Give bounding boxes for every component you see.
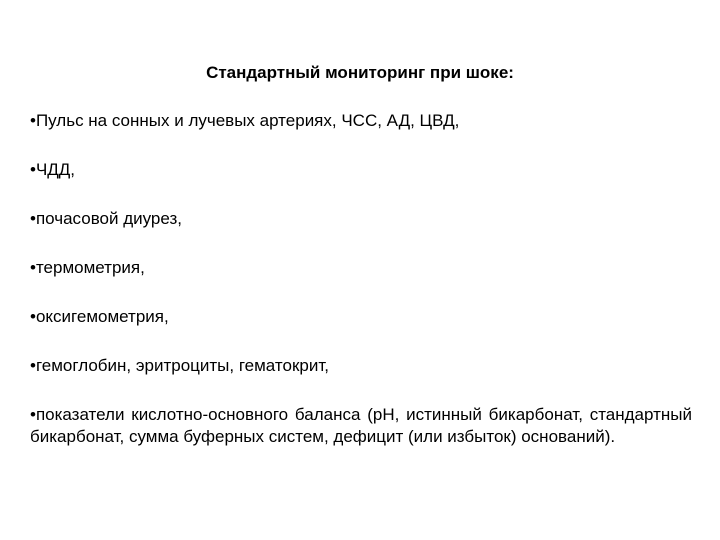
bullet-item: •Пульс на сонных и лучевых артериях, ЧСС, АД, ЦВД, bbox=[30, 111, 460, 130]
bullet-item: •термометрия, bbox=[30, 258, 145, 277]
bullet-item: •оксигемометрия, bbox=[30, 307, 169, 326]
bullet-item: •почасовой диурез, bbox=[30, 209, 182, 228]
slide-title: Стандартный мониторинг при шоке: bbox=[206, 63, 514, 82]
bullet-item: •показатели кислотно-основного баланса (рН, истинный бикарбонат, стандартный бикарбонат, сумма буферных систем, дефицит (или избыток) оснований). bbox=[30, 405, 692, 446]
bullet-item: •гемоглобин, эритроциты, гематокрит, bbox=[30, 356, 329, 375]
bullet-list bbox=[30, 110, 692, 448]
bullet-item: •ЧДД, bbox=[30, 160, 76, 179]
